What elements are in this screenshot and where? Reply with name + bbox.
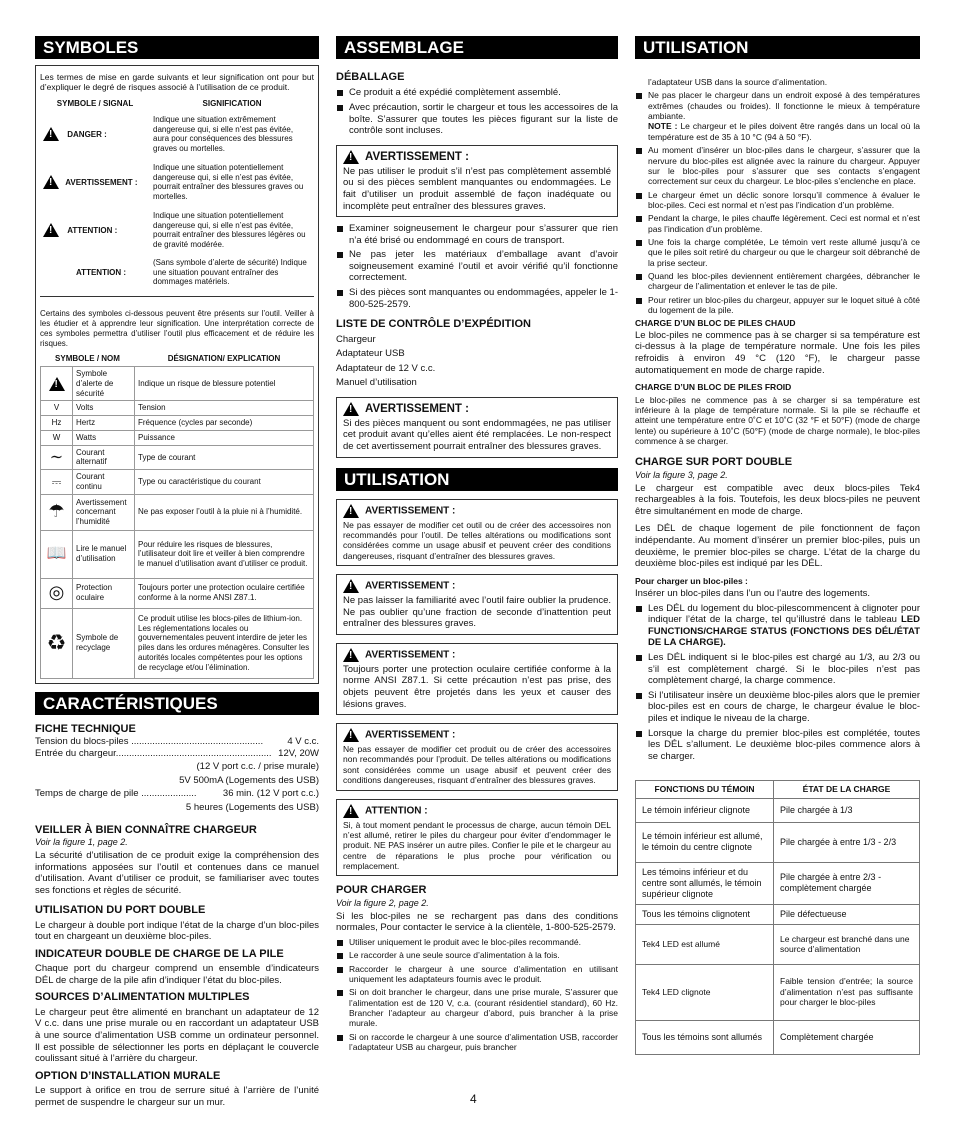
- warning-box: !AVERTISSEMENT : Si des pièces manquent ou sont endommagées, ne pas utiliser cet produit avant qu’elles aient été remplacées. Le non-respect de cet avertissement pourrait entraîner des blessures graves.: [336, 397, 618, 458]
- symbols-intro: Les termes de mise en garde suivants et leur signification ont pour but d’expliquer le degré de risques associé à l’utilisation de ce produit.: [40, 72, 314, 93]
- eye-protection-icon: ◎: [41, 578, 73, 608]
- danger-icon: [43, 127, 59, 141]
- page-number: 4: [470, 1092, 477, 1106]
- signal-row: ! ATTENTION : Indique une situation potentiellement dangereuse qui, si elle n’est pas évitée, pourrait entraîner des blessures légères ou de gravité modérée.: [40, 206, 314, 254]
- symbol-row: ☂ Avertissement concernant l’humidité Ne pas exposer l’outil à la pluie ni à l’humidité.: [41, 494, 314, 530]
- symbol-row: 📖 Lire le manuel d’utilisation Pour réduire les risques de blessures, l’utilisateur doit lire et veiller à bien comprendre le manuel d’utilisation avant d’utiliser ce produit.: [41, 530, 314, 578]
- section-heading: OPTION D’INSTALLATION MURALE: [35, 1069, 221, 1082]
- section-heading: UTILISATION DU PORT DOUBLE: [35, 904, 206, 917]
- fiche-heading: FICHE TECHNIQUE: [35, 722, 136, 735]
- table-row: Les témoins inférieur et du centre sont allumés, le témoin supérieur clignote Pile chargée à entre 2/3 - complètement chargée: [636, 862, 920, 904]
- symbol-row: ◎ Protection oculaire Toujours porter une protection oculaire certifiée conforme à la norme ANSI Z87.1.: [41, 578, 314, 608]
- section-heading: LISTE DE CONTRÔLE D’EXPÉDITION: [336, 318, 531, 331]
- warning-box: !AVERTISSEMENT : Toujours porter une protection oculaire certifiée conforme à la norme ANSI Z87.1. Si cette précaution n’est pas prise, des objets peuvent être projetés dans les yeux et causer des lésions graves.: [336, 643, 618, 715]
- col-signal: SYMBOLE / SIGNAL: [56, 98, 134, 108]
- table-row: Tous les témoins clignotent Pile défectueuse: [636, 904, 920, 924]
- signal-row: ! DANGER : Indique une situation extrêmement dangereuse qui, si elle n’est pas évitée, aura pour conséquences des blessures graves ou mortelles.: [40, 110, 314, 158]
- warning-icon: [43, 175, 59, 189]
- caution-icon: [43, 223, 59, 237]
- table-row: Le témoin inférieur clignote Pile chargée à 1/3: [636, 798, 920, 822]
- section-heading: DÉBALLAGE: [336, 71, 405, 83]
- col-designation: DÉSIGNATION/ EXPLICATION: [167, 354, 281, 364]
- column-utilisation: UTILISATION l’adaptateur USB dans la source d’alimentation. Ne pas placer le chargeur dans un endroit exposé à des températures extrêmes (chaudes ou froides). Il fonctionne le mieux à température ambiante. NOTE : Le chargeur et le piles doivent être rangés dans un local où la température est de 35 à 10 °C (94 à 50 °F). Au moment d’insérer un bloc-piles dans le chargeur, s’assurer que la nervure du bloc-piles est alignée avec la rainure du chargeur. Appuyer sur le bloc-piles pour s’assurer que ses contacts s’engagent correctement sur ceux du chargeur. Le bloc-piles s’enclenche en place. Le chargeur émet un déclic sonore lorsqu’il commence à évaluer le bloc-piles. Ceci est normal et n’est pas l’indication d’un problème. Pendant la charge, le piles chauffe légèrement. Ceci est normal et n’est pas l’indication d’un problème. Une fois la charge complétée, Le témoin vert reste allumé jusqu’à ce que le piles soit retiré du chargeur ou que le chargeur soit débranché de la prise secteur. Quand les bloc-piles deviennent entièrement chargées, débrancher le chargeur de l’alimentation et enlever le tas de pile. Pour retirer un bloc-piles du chargeur, appuyer sur le loquet situé à côté du logement de la pile. CHARGE D’UN BLOC DE PILES CHAUD Le bloc-piles ne commence pas à se charger si sa température est ci-dessus à la plage de température normale. Une fois les piles refroidis à environ 49 °C (120 °F), le chargeur passe automatiquement en mode de charge rapide. CHARGE D’UN BLOC DE PILES FROID Le bloc-piles ne commence pas à se charger si sa température est inférieure à la plage de température normale. Si la pile se réchauffe et atteint une température entre 0˚C et 10˚C (32 °F et 50°F) (mode de charge lente) ou supérieure à 10˚C (50°F) (mode de charge normale), le bloc-piles commence à se charger. CHARGE SUR PORT DOUBLE Voir la figure 3, page 2. Le chargeur est compatible avec deux blocs-piles Tek4 rechargeables à la fois. Toutefois, les deux blocs-piles ne peuvent être simultanément en mode de charge. Les DÉL de chaque logement de pile fonctionnent de façon indépendante. Au moment d’insérer un premier bloc-piles, puis un deuxième, le premier bloc-piles se charge. L’état de la charge du deuxième bloc-piles est indiqué par les DÉL. Pour charger un bloc-piles : Insérer un bloc-piles dans l’un ou l’autre des logements. Les DÉL du logement du bloc-pilescommencent à clignoter pour indiquer l’état de la charge, tel qu’illustré dans le tableau LED FUNCTIONS/CHARGE STATUS (FONCTIONS DES DÉL/ÉTAT DE LA CHARGE). Les DÉL indiquent si le bloc-piles est chargé au 1/3, au 2/3 ou s’il est complètement chargé. Si le bloc-piles n’est pas complètement chargé, la charge commence. Si l’utilisateur insère un deuxième bloc-piles alors que le premier bloc-piles est en cours de charge, le chargeur évalue le bloc-piles et indique le niveau de la charge. Lorsque la charge du premier bloc-piles est complétée, toutes les DÉL s’allument. Le deuxième bloc-piles commence alors à se charger. FONCTIONS DU TÉMOIN ÉTAT DE LA CHARGE Le témoin inférieur clignote Pile chargée à 1/3 Le témoin inférieur est allumé, le témoin du centre clignote Pile chargée à entre 1/3 - 2/3 Les témoins inférieur et du centre sont allumés, le témoin supérieur clignote Pile chargée à entre 2/3 - complètement chargée Tous les témoins clignotent Pile défectueuse Tek4 LED est allumé Le chargeur est branché dans une source d’alimentation Tek4 LED clignote Faible tension d’entrée; la source d’alimentation n’est pas suffisante pour charger le bloc-piles Tous les témoins sont allumés Complètement chargée: [635, 36, 920, 1055]
- symbols-box: [35, 65, 319, 684]
- column-symboles: SYMBOLES Les termes de mise en garde suivants et leur signification ont pour but d’expliquer le degré de risques associé à l’utilisation de ce produit. SYMBOLE / SIGNAL SIGNIFICATION ! DANGER : Indique une situation extrêmement dangereuse qui, si elle n’est pas évitée, aura pour conséquences des blessures graves ou mortelles. ! AVERTISSEMENT : Indique une situation potentiellement dangereuse qui, si elle n’est pas évitée, pourrait entraîner des blessures graves ou mortelles. ! ATTENTION : Indique une situation potentiellement dangereuse qui, si elle n’est pas évitée, pourrait entraîner des blessures légères ou de gravité modérée. ATTENTION : (Sans symbole d’alerte de sécurité) Indique une situation pouvant entraîner des dommages matériels. Certains des symboles ci-dessous peuvent être présents sur l’outil. Veiller à les étudier et à apprendre leur signification. Une interprétation correcte de ces symboles permettra d’utiliser l’outil plus efficacement et de réduire les risques. SYMBOLE / NOM DÉSIGNATION/ EXPLICATION ! Symbole d’alerte de sécurité Indique un risque de blessure potentiel V Volts Tension Hz Hertz Fréquence (cycles par seconde) W Watts Puissance ∼ Courant alternatif Type de courant ⎓ Courant continu Type ou caractéristique du courant ☂ Avertissement concernant l’humidité Ne pas exposer l’outil à la pluie ni à l’humidité. 📖 Lire le manuel d’utilisation Pour réduire les risques de blessures, l’utilisateur doit lire et veiller à bien comprendre le manuel d’utilisation avant d’utiliser ce produit. ◎ Protection oculaire Toujours porter une protection oculaire certifiée conforme à la norme ANSI Z87.1. ♻ Symbole de recyclage Ce produit utilise les blocs-piles de lithium-ion. Les réglementations locales ou gouvernementales peuvent interdire de jeter les piles dans les ordures ménagères. Consulter les autorités locales compétentes pour les options de recyclage et/ou l’élimination. CARACTÉRISTIQUES FICHE TECHNIQUE Tension du blocs-piles .................................................. 4 V c.c. Entrée du chargeur........................................................... 12V, 20W (12 V port c.c. / prise murale) 5V 500mA (Logements des USB) Temps de charge de pile ..................... 36 min. (12 V port c.c.) 5 heures (Logements des USB) VEILLER À BIEN CONNAÎTRE CHARGEUR Voir la figure 1, page 2. La sécurité d’utilisation de ce produit exige la compréhension des informations apposées sur l’outil et contenues dans ce manuel d’utilisation. Avant d’utiliser ce produit, se familiariser avec toutes ses fonctions et règles de sécurité. UTILISATION DU PORT DOUBLE Le chargeur à double port indique l’état de la charge d’un bloc-piles tout en chargeant un deuxième bloc-piles. INDICATEUR DOUBLE DE CHARGE DE LA PILE Chaque port du chargeur comprend un ensemble d’indicateurs DÉL de charge de la pile afin d’indiquer l’état du bloc-piles. SOURCES D’ALIMENTATION MULTIPLES Le chargeur peut être alimenté en branchant un adaptateur de 12 V c.c. dans une prise murale ou en raccordant un adaptateur USB à une source d’alimentation USB comme un ordinateur personnel. Il est possible de sélectionner les ports en déplaçant le couvercle coulissant situé à l’arrière du chargeur. OPTION D’INSTALLATION MURALE Le support à orifice en trou de serrure situé à l’arrière de l’unité permet de suspendre le chargeur sur un mur.: [35, 36, 319, 1108]
- warning-icon: [343, 728, 359, 742]
- warning-icon: [343, 150, 359, 164]
- section-heading: INDICATEUR DOUBLE DE CHARGE DE LA PILE: [35, 947, 284, 960]
- dc-icon: ⎓: [41, 470, 73, 495]
- spec-row: Entrée du chargeur........................................................... 12V, 20W: [35, 747, 319, 759]
- symbol-row: Hz Hertz Fréquence (cycles par seconde): [41, 416, 314, 431]
- symbol-row: ⎓ Courant continu Type ou caractéristique du courant: [41, 470, 314, 495]
- symbol-row: ! Symbole d’alerte de sécurité Indique un risque de blessure potentiel: [41, 367, 314, 401]
- symbols-intro-2: Certains des symboles ci-dessous peuvent être présents sur l’outil. Veiller à les étudier et à apprendre leur signification. Une interprétation correcte de ces symboles permettra d’utiliser l’outil plus efficacement et de réduire les risques.: [40, 309, 314, 348]
- warning-icon: [343, 579, 359, 593]
- table-row: Tous les témoins sont allumés Complètement chargée: [636, 1020, 920, 1054]
- alert-icon: [49, 377, 65, 391]
- table-row: Tek4 LED est allumé Le chargeur est branché dans une source d’alimentation: [636, 924, 920, 964]
- utilisation-heading-right: UTILISATION: [635, 36, 920, 59]
- wet-conditions-icon: ☂: [41, 494, 73, 530]
- assemblage-heading: ASSEMBLAGE: [336, 36, 618, 59]
- ac-icon: ∼: [41, 445, 73, 470]
- section-heading: CHARGE SUR PORT DOUBLE: [635, 456, 793, 469]
- symbol-row: V Volts Tension: [41, 401, 314, 416]
- symbol-row: W Watts Puissance: [41, 430, 314, 445]
- warning-box: !AVERTISSEMENT : Ne pas laisser la familiarité avec l’outil faire oublier la prudence. Ne pas oublier qu’une fraction de seconde d’inattention peut entraîner des blessures graves.: [336, 574, 618, 635]
- symbols-table: [40, 352, 314, 678]
- symboles-heading: SYMBOLES: [35, 36, 319, 59]
- symbol-row: ♻ Symbole de recyclage Ce produit utilise les blocs-piles de lithium-ion. Les réglementations locales ou gouvernementales peuvent interdire de jeter les piles dans les ordures ménagères. Consulter les autorités locales compétentes pour les options de recyclage et/ou l’élimination.: [41, 608, 314, 678]
- spec-row: Tension du blocs-piles .................................................. 4 V c.c.: [35, 736, 319, 748]
- spec-row: Temps de charge de pile ..................... 36 min. (12 V port c.c.): [35, 788, 319, 800]
- warning-box: !AVERTISSEMENT : Ne pas utiliser le produit s’il n’est pas complètement assemblé ou si des pièces semblent manquantes ou endommagées. Le fait d’utiliser un produit assemblé de façon inadéquate ou incomplète peut entraîner des blessures graves.: [336, 145, 618, 217]
- caution-icon: [343, 804, 359, 818]
- caution-box: !ATTENTION : Si, à tout moment pendant le processus de charge, aucun témoin DEL n’est allumé, retirer le piles du chargeur pour éviter d’endommager le produit. NE PAS insérer un autre piles. Confier le pile et le chargeur au centre de réparations le plus proche pour vérification ou remplacement.: [336, 799, 618, 877]
- led-status-table: FONCTIONS DU TÉMOIN ÉTAT DE LA CHARGE Le témoin inférieur clignote Pile chargée à 1/3 Le témoin inférieur est allumé, le témoin du centre clignote Pile chargée à entre 1/3 - 2/3 Les témoins inférieur et du centre sont allumés, le témoin supérieur clignote Pile chargée à entre 2/3 - complètement chargée Tous les témoins clignotent Pile défectueuse Tek4 LED est allumé Le chargeur est branché dans une source d’alimentation Tek4 LED clignote Faible tension d’entrée; la source d’alimentation n’est pas suffisante pour charger le bloc-piles Tous les témoins sont allumés Complètement chargée: [635, 780, 920, 1054]
- warning-icon: [343, 648, 359, 662]
- table-row: Tek4 LED clignote Faible tension d’entrée; la source d’alimentation n’est pas suffisante pour charger le bloc-piles: [636, 964, 920, 1020]
- section-heading: POUR CHARGER: [336, 884, 427, 897]
- col-nom: SYMBOLE / NOM: [55, 354, 120, 364]
- col-signification: SIGNIFICATION: [202, 98, 262, 108]
- warning-box: !AVERTISSEMENT : Ne pas essayer de modifier cet produit ou de créer des accessoires non recommandés pour l’produit. De telles altérations ou modifications sont considérées comme un usage abusif et peuvent créer des conditions dangereuses, risquant d’entraîner des blessures graves.: [336, 723, 618, 790]
- symbol-row: ∼ Courant alternatif Type de courant: [41, 445, 314, 470]
- table-row: Le témoin inférieur est allumé, le témoin du centre clignote Pile chargée à entre 1/3 - 2/3: [636, 822, 920, 862]
- warning-box: !AVERTISSEMENT : Ne pas essayer de modifier cet outil ou de créer des accessoires non recommandés pour l’outil. De telles altérations ou modifications sont considérées comme un usage abusif et peuvent créer des conditions dangereuses, risquant d’entraîner des blessures graves.: [336, 499, 618, 566]
- signal-row: ! AVERTISSEMENT : Indique une situation potentiellement dangereuse qui, si elle n’est pas évitée, pourrait entraîner des blessures graves ou mortelles.: [40, 158, 314, 206]
- section-heading: SOURCES D’ALIMENTATION MULTIPLES: [35, 991, 250, 1004]
- read-manual-icon: 📖: [41, 530, 73, 578]
- column-assemblage: ASSEMBLAGE DÉBALLAGE Ce produit a été expédié complètement assemblé. Avec précaution, sortir le chargeur et tous les accessoires de la boîte. S’assurer que toutes les pièces figurant sur la liste de contrôle sont incluses. !AVERTISSEMENT : Ne pas utiliser le produit s’il n’est pas complètement assemblé ou si des pièces semblent manquantes ou endommagées. Le fait d’utiliser un produit assemblé de façon inadéquate ou incomplète peut entraîner des blessures graves. Examiner soigneusement le chargeur pour s’assurer que rien n’a été brisé ou endommagé en cours de transport. Ne pas jeter les matériaux d’emballage avant d’avoir soigneusement examiné l’outil et avoir vérifié qu’il fonctionne correctement. Si des pièces sont manquantes ou endommagées, appeler le 1-800-525-2579. LISTE DE CONTRÔLE D’EXPÉDITION Chargeur Adaptateur USB Adaptateur de 12 V c.c. Manuel d’utilisation !AVERTISSEMENT : Si des pièces manquent ou sont endommagées, ne pas utiliser cet produit avant qu’elles aient été remplacées. Le non-respect de cet avertissement pourrait entraîner des blessures graves. UTILISATION !AVERTISSEMENT : Ne pas essayer de modifier cet outil ou de créer des accessoires non recommandés pour l’outil. De telles altérations ou modifications sont considérées comme un usage abusif et peuvent créer des conditions dangereuses, risquant d’entraîner des blessures graves. !AVERTISSEMENT : Ne pas laisser la familiarité avec l’outil faire oublier la prudence. Ne pas oublier qu’une fraction de seconde d’inattention peut entraîner des blessures graves. !AVERTISSEMENT : Toujours porter une protection oculaire certifiée conforme à la norme ANSI Z87.1. Si cette précaution n’est pas prise, des objets peuvent être projetés dans les yeux et causer des lésions graves. !AVERTISSEMENT : Ne pas essayer de modifier cet produit ou de créer des accessoires non recommandés pour l’produit. De telles altérations ou modifications sont considérées comme un usage abusif et peuvent créer des conditions dangereuses, risquant d’entraîner des blessures graves. !ATTENTION : Si, à tout moment pendant le processus de charge, aucun témoin DEL n’est allumé, retirer le piles du chargeur pour éviter d’endommager le produit. NE PAS insérer un autre piles. Confier le pile et le chargeur au centre de réparations le plus proche pour vérification ou remplacement. POUR CHARGER Voir la figure 2, page 2. Si les bloc-piles ne se rechargent pas dans des conditions normales, Pour contacter le service à la clientèle, 1-800-525-2579. Utiliser uniquement le produit avec le bloc-piles recommandé. Le raccorder à une seule source d’alimentation à la fois. Raccorder le chargeur à une source d’alimentation en utilisant uniquement les adaptateurs fournis avec le produit. Si on doit brancher le chargeur, dans une prise murale, S’assurer que l’alimentation est de 120 V, c.a. (courant résidentiel standard), 60 Hz. Brancher l’adapteur au chargeur d’abord, puis brancher à la prise murale. Si on raccorde le chargeur à une source d’alimentation USB, raccorder l’adaptateur USB au chargeur, puis brancher: [336, 36, 618, 1052]
- section-heading: VEILLER À BIEN CONNAÎTRE CHARGEUR: [35, 823, 257, 836]
- recycle-icon: ♻: [41, 608, 73, 678]
- warning-icon: [343, 402, 359, 416]
- utilisation-heading: UTILISATION: [336, 468, 618, 491]
- caracteristiques-heading: CARACTÉRISTIQUES: [35, 692, 319, 715]
- signal-row: ATTENTION : (Sans symbole d’alerte de sécurité) Indique une situation pouvant entraîner des dommages matériels.: [76, 257, 307, 287]
- warning-icon: [343, 504, 359, 518]
- signal-table: [40, 97, 314, 291]
